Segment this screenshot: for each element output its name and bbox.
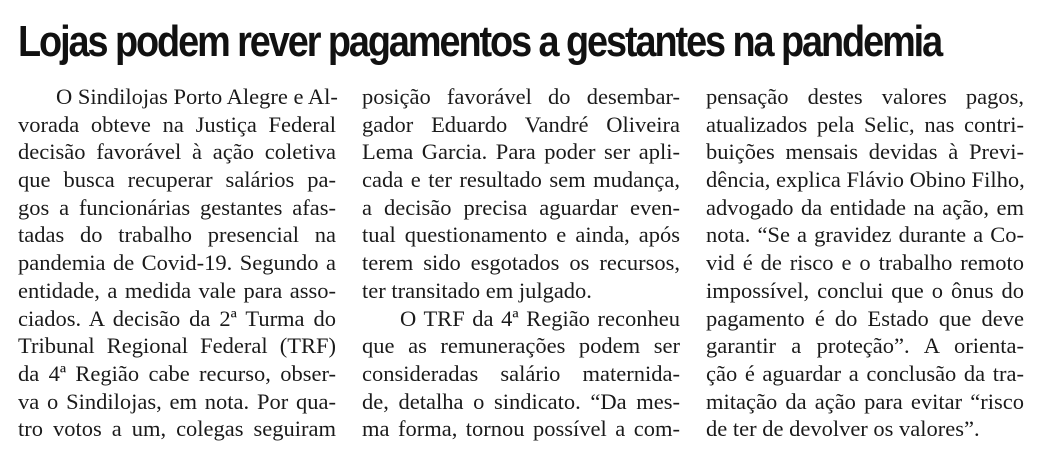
article-text-line: vid é de risco e o trabalho remoto bbox=[706, 250, 1024, 276]
article-text-line: a decisão precisa aguardar even- bbox=[362, 194, 680, 220]
article-headline: Lojas podem rever pagamentos a gestantes na pandemia bbox=[18, 17, 942, 66]
article-text-line: consideradas salário maternida- bbox=[362, 360, 680, 386]
article-text-line: Tribunal Regional Federal (TRF) bbox=[18, 333, 336, 359]
article-text-line: ciados. A decisão da 2ª Turma do bbox=[18, 305, 336, 331]
article-text-line: ma forma, tornou possível a com- bbox=[362, 416, 680, 442]
article-text-line: tadas do trabalho presencial na bbox=[18, 222, 336, 248]
article-text-line: nota. “Se a gravidez durante a Co- bbox=[706, 222, 1024, 248]
article-text-line: tual questionamento e ainda, após bbox=[362, 222, 680, 248]
article-text-line: atualizados pela Selic, nas contri- bbox=[706, 111, 1024, 137]
article-text-line: ção é aguardar a conclusão da tra- bbox=[706, 360, 1024, 386]
article-text-line: advogado da entidade na ação, em bbox=[706, 194, 1024, 220]
article-text-line: vorada obteve na Justiça Federal bbox=[18, 111, 336, 137]
article-column-3 bbox=[706, 83, 1024, 443]
article-text-line: ter transitado em julgado. bbox=[362, 277, 592, 303]
article-text-line: de ter de devolver os valores”. bbox=[706, 416, 980, 442]
article-text-line: dência, explica Flávio Obino Filho, bbox=[706, 167, 1025, 193]
article-text-line: pensação destes valores pagos, bbox=[706, 84, 1024, 109]
article-text-line: Lema Garcia. Para poder ser apli- bbox=[362, 139, 680, 165]
article-text-line: decisão favorável à ação coletiva bbox=[18, 139, 336, 165]
article-text-line: da 4ª Região cabe recurso, obser- bbox=[18, 360, 336, 386]
article-text-line: O Sindilojas Porto Alegre e Al- bbox=[56, 84, 338, 109]
article-text-line: que busca recuperar salários pa- bbox=[18, 167, 336, 193]
article-text-line: terem sido esgotados os recursos, bbox=[362, 250, 680, 276]
article-text-line: mitação da ação para evitar “risco bbox=[706, 388, 1024, 414]
article-text-line: pagamento é do Estado que deve bbox=[706, 305, 1024, 331]
article-text-line: impossível, conclui que o ônus do bbox=[706, 277, 1024, 303]
article-text-line: de, detalha o sindicato. “Da mes- bbox=[362, 388, 680, 414]
article-text-line: va o Sindilojas, em nota. Por qua- bbox=[18, 388, 336, 414]
article-text-line: garantir a proteção”. A orienta- bbox=[706, 333, 1024, 359]
article-text-line: posição favorável do desembar- bbox=[362, 84, 680, 109]
article-text-line: gos a funcionárias gestantes afas- bbox=[18, 194, 336, 220]
article-text-line: cada e ter resultado sem mudança, bbox=[362, 167, 680, 193]
article-column-2 bbox=[362, 83, 680, 443]
article-text-line: tro votos a um, colegas seguiram bbox=[18, 416, 336, 442]
article-text-line: gador Eduardo Vandré Oliveira bbox=[362, 111, 680, 137]
article-text-line: que as remunerações podem ser bbox=[362, 333, 680, 359]
article-text-line: pandemia de Covid-19. Segundo a bbox=[18, 250, 336, 276]
article-text-line: buições mensais devidas à Previ- bbox=[706, 139, 1024, 165]
article-text-line: O TRF da 4ª Região reconheu bbox=[400, 305, 680, 331]
article-text-line: entidade, a medida vale para asso- bbox=[18, 277, 336, 303]
article-column-1 bbox=[18, 83, 336, 443]
